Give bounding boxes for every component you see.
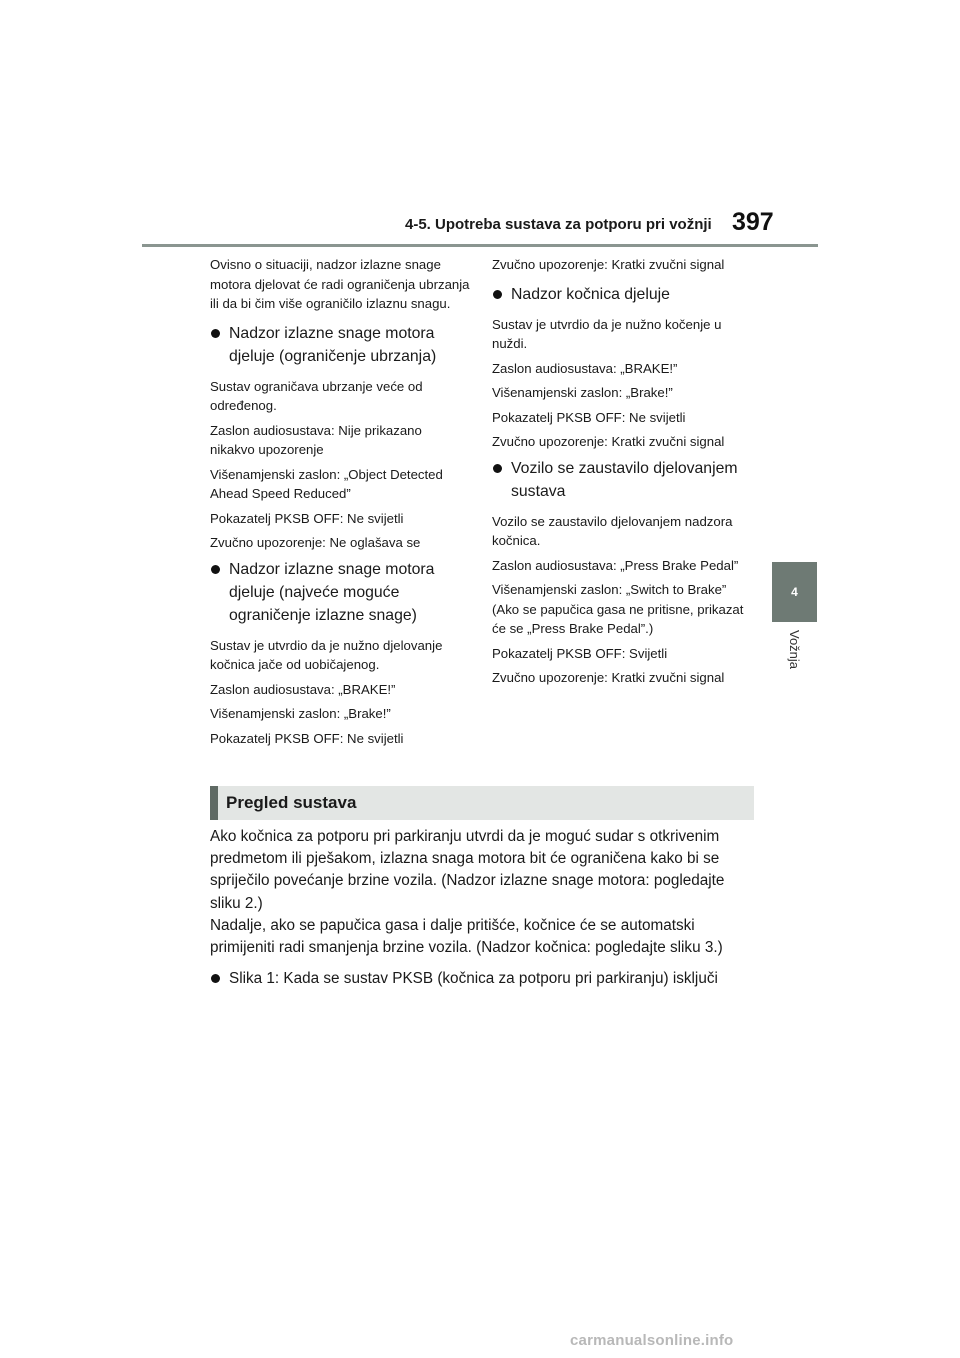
info-line: Višenamjenski zaslon: „Brake!”: [210, 706, 391, 721]
bullet-dot-icon: [211, 329, 220, 338]
overview-body: [210, 826, 755, 990]
body-paragraph: Nadalje, ako se papučica gasa i dalje pritišće, kočnice će se automatski primijeniti radi smanjenja brzine vozila. (Nadzor kočnica: pogledajte sliku 3.): [210, 916, 723, 957]
figure-bullet-text: Slika 1: Kada se sustav PKSB (kočnica za potporu pri parkiranju) isključi: [229, 970, 718, 988]
page-number: 397: [732, 208, 774, 236]
info-line: Višenamjenski zaslon: „Switch to Brake” (Ako se papučica gasa ne pritisne, prikazat će se „Press Brake Pedal”.): [492, 582, 744, 636]
info-line: Sustav je utvrdio da je nužno kočenje u nuždi.: [492, 316, 722, 351]
info-line: Zvučno upozorenje: Kratki zvučni signal: [492, 434, 725, 449]
bullet-heading-text: Nadzor izlazne snage motora djeluje (ograničenje ubrzanja): [229, 324, 437, 365]
info-line: Pokazatelj PKSB OFF: Ne svijetli: [210, 510, 404, 526]
intro-text: Ovisno o situaciji, nadzor izlazne snage motora djelovat će radi ograničenja ubrzanja ili da bi čim više ograničilo izlaznu snagu.: [210, 257, 470, 311]
bullet-heading: [210, 322, 470, 368]
bullet-heading: [210, 558, 470, 627]
chapter-label: Vožnja: [787, 630, 802, 670]
bullet-dot-icon: [493, 290, 502, 299]
info-line: Višenamjenski zaslon: „Object Detected Ahead Speed Reduced”: [210, 466, 443, 501]
section-heading: Pregled sustava: [226, 793, 357, 812]
right-column: [492, 255, 752, 693]
chapter-number: 4: [791, 585, 798, 599]
info-line: Pokazatelj PKSB OFF: Ne svijetli: [492, 409, 686, 425]
info-line: Vozilo se zaustavilo djelovanjem nadzora kočnica.: [492, 513, 733, 548]
info-line: Zaslon audiosustava: „BRAKE!”: [492, 360, 678, 376]
watermark: carmanualsonline.info: [570, 1332, 734, 1349]
bullet-dot-icon: [211, 974, 220, 983]
header-divider: [142, 244, 818, 247]
bullet-heading-text: Nadzor izlazne snage motora djeluje (najveće moguće ograničenje izlazne snage): [229, 560, 435, 624]
bullet-heading: [492, 457, 752, 503]
info-line: Sustav ograničava ubrzanje veće od određenog.: [210, 378, 423, 413]
info-line: Zaslon audiosustava: „BRAKE!”: [210, 681, 396, 697]
bullet-dot-icon: [211, 565, 220, 574]
figure-bullet: [210, 968, 755, 990]
body-paragraph: Ako kočnica za potporu pri parkiranju utvrdi da je moguć sudar s otkrivenim predmetom ili pješakom, izlazna snaga motora bit će ograničena kako bi se spriječilo povećanje brzine vozila. (Nadzor izlazne snage motora: pogledajte sliku 2.): [210, 828, 725, 912]
left-column: [210, 255, 470, 753]
info-line: Zaslon audiosustava: „Press Brake Pedal”: [492, 557, 739, 573]
info-line: Zaslon audiosustava: Nije prikazano nikakvo upozorenje: [210, 422, 422, 457]
intro-text: Zvučno upozorenje: Kratki zvučni signal: [492, 257, 725, 272]
info-line: Višenamjenski zaslon: „Brake!”: [492, 385, 673, 400]
bullet-dot-icon: [493, 464, 502, 473]
bullet-heading: [492, 283, 752, 306]
info-line: Zvučno upozorenje: Ne oglašava se: [210, 535, 421, 550]
section-heading-bar: [210, 786, 754, 820]
bullet-heading-text: Vozilo se zaustavilo djelovanjem sustava: [511, 459, 738, 500]
info-line: Pokazatelj PKSB OFF: Svijetli: [492, 645, 668, 661]
bullet-heading-text: Nadzor kočnica djeluje: [511, 285, 670, 303]
info-line: Zvučno upozorenje: Kratki zvučni signal: [492, 670, 725, 685]
info-line: Pokazatelj PKSB OFF: Ne svijetli: [210, 730, 404, 746]
chapter-tab: [772, 562, 817, 622]
info-line: Sustav je utvrdio da je nužno djelovanje kočnica jače od uobičajenog.: [210, 637, 443, 672]
section-header-title: 4-5. Upotreba sustava za potporu pri vožnji: [405, 216, 712, 233]
